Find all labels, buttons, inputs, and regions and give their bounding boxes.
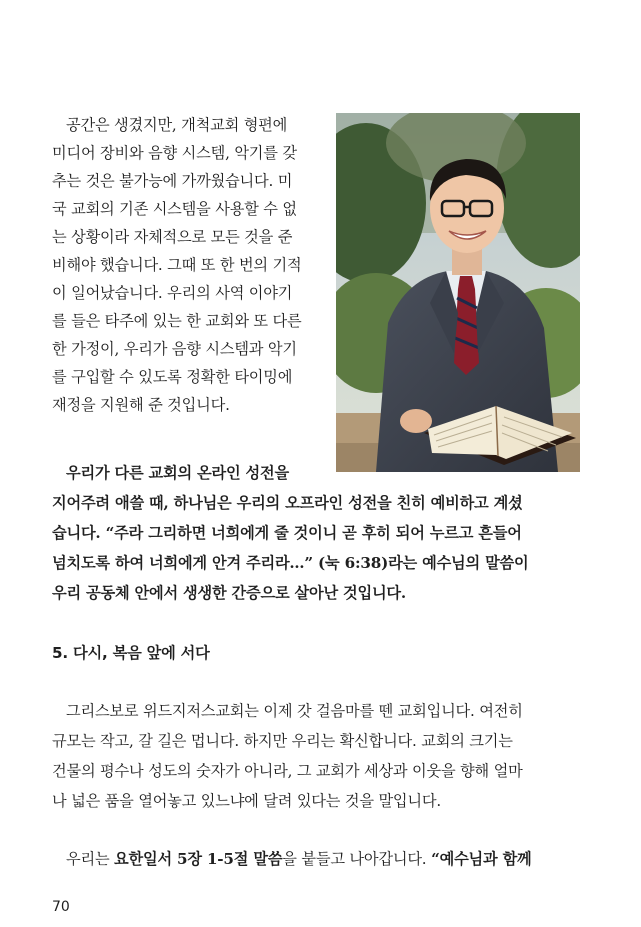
para4-prefix: 우리는 (66, 850, 115, 868)
para1-line-8: 를 들은 타주에 있는 한 교회와 또 다른 (52, 312, 302, 330)
para4-bible-reference: 요한일서 5장 1-5절 말씀 (114, 850, 283, 868)
para1-line-3: 추는 것은 불가능에 가까웠습니다. 미 (52, 172, 293, 190)
para1-line-11: 재정을 지원해 준 것입니다. (52, 396, 230, 414)
para2-line-3: 습니다. “주라 그리하면 너희에게 줄 것이니 곧 후히 되어 누르고 흔들어 (52, 524, 522, 542)
para1-line-6: 비해야 했습니다. 그때 또 한 번의 기적 (52, 256, 302, 274)
para1-line-5: 는 상황이라 자체적으로 모든 것을 준 (52, 228, 293, 246)
para1-line-7: 이 일어났습니다. 우리의 사역 이야기 (52, 284, 293, 302)
para3-line-3: 건물의 평수나 성도의 숫자가 아니라, 그 교회가 세상과 이웃을 향해 얼마 (52, 762, 523, 780)
section-heading: 5. 다시, 복음 앞에 서다 (52, 644, 210, 662)
para3-line-1: 그리스보로 위드지저스교회는 이제 갓 걸음마를 뗀 교회입니다. 여전히 (66, 702, 523, 720)
para2-line-1: 우리가 다른 교회의 온라인 성전을 (66, 464, 289, 482)
para2-line-2: 지어주려 애쓸 때, 하나님은 우리의 오프라인 성전을 친히 예비하고 계셨 (52, 494, 523, 512)
para1-line-4: 국 교회의 기존 시스템을 사용할 수 없 (52, 200, 297, 218)
page-number: 70 (52, 899, 70, 915)
para1-line-1: 공간은 생겼지만, 개척교회 형편에 (66, 116, 288, 134)
pastor-photo-illustration (336, 113, 580, 472)
para2-line-4: 넘치도록 하여 너희에게 안겨 주리라…” (눅 6:38)라는 예수님의 말씀이 (52, 554, 529, 572)
para3-line-2: 규모는 작고, 갈 길은 멉니다. 하지만 우리는 확신합니다. 교회의 크기는 (52, 732, 513, 750)
para1-line-2: 미디어 장비와 음향 시스템, 악기를 갖 (52, 144, 297, 162)
para4-middle: 을 붙들고 나아갑니다. (282, 850, 432, 868)
pastor-photo (336, 113, 580, 472)
para2-line-5: 우리 공동체 안에서 생생한 간증으로 살아난 것입니다. (52, 584, 406, 602)
para4-quote-start: “예수님과 함께 (431, 850, 532, 868)
para1-line-10: 를 구입할 수 있도록 정확한 타이밍에 (52, 368, 293, 386)
para3-line-4: 나 넓은 품을 열어놓고 있느냐에 달려 있다는 것을 말입니다. (52, 792, 441, 810)
para1-line-9: 한 가정이, 우리가 음향 시스템과 악기 (52, 340, 297, 358)
para4-line-1 (66, 848, 532, 870)
